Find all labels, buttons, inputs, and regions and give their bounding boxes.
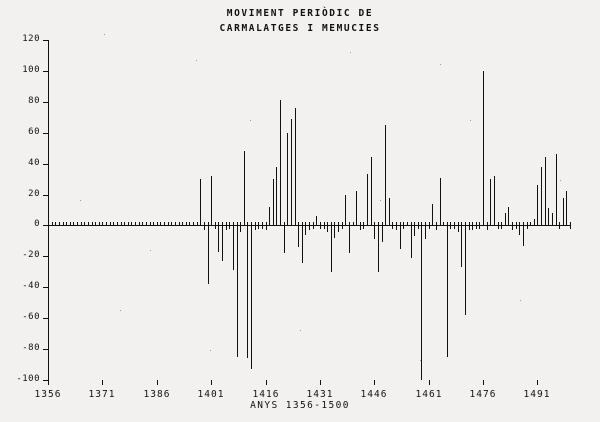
year-hatch bbox=[66, 222, 67, 226]
year-hatch bbox=[139, 222, 140, 226]
bar bbox=[411, 225, 412, 257]
chart-subtitle: CARMALATGES I MEMUCIES bbox=[219, 23, 381, 34]
bar bbox=[363, 225, 364, 228]
bar bbox=[523, 225, 524, 245]
bar bbox=[233, 225, 234, 270]
y-tick bbox=[43, 40, 48, 41]
y-tick bbox=[43, 71, 48, 72]
x-tick bbox=[320, 380, 321, 385]
y-tick-label: -20 bbox=[22, 250, 40, 260]
bar bbox=[432, 204, 433, 226]
bar bbox=[280, 100, 281, 225]
scan-speckle bbox=[196, 60, 197, 61]
scan-speckle bbox=[380, 200, 381, 201]
bar bbox=[461, 225, 462, 267]
bar bbox=[298, 225, 299, 247]
bar bbox=[407, 222, 408, 225]
x-tick-label: 1491 bbox=[523, 389, 551, 400]
bar bbox=[287, 133, 288, 226]
scan-speckle bbox=[250, 120, 251, 121]
bar bbox=[476, 225, 477, 228]
bar bbox=[487, 225, 488, 230]
year-hatch bbox=[110, 222, 111, 226]
bar bbox=[360, 225, 361, 230]
year-hatch bbox=[73, 222, 74, 226]
year-hatch bbox=[121, 222, 122, 226]
year-hatch bbox=[179, 222, 180, 226]
bar bbox=[291, 119, 292, 226]
scan-speckle bbox=[120, 310, 121, 311]
y-tick bbox=[43, 133, 48, 134]
bar bbox=[371, 157, 372, 225]
y-tick-label: 60 bbox=[28, 127, 40, 137]
y-tick bbox=[43, 195, 48, 196]
bar bbox=[226, 225, 227, 230]
bar bbox=[508, 207, 509, 226]
y-tick-label: -100 bbox=[16, 374, 40, 384]
year-hatch bbox=[70, 222, 71, 226]
bar bbox=[342, 225, 343, 228]
bar bbox=[559, 225, 560, 228]
x-tick-label: 1431 bbox=[306, 389, 334, 400]
bar bbox=[262, 225, 263, 228]
bar bbox=[389, 198, 390, 226]
plot-area bbox=[48, 40, 570, 380]
bar bbox=[334, 225, 335, 237]
bar bbox=[483, 71, 484, 226]
bar bbox=[237, 225, 238, 356]
x-tick-label: 1356 bbox=[34, 389, 62, 400]
bar bbox=[295, 108, 296, 225]
bar bbox=[222, 225, 223, 261]
bar bbox=[403, 225, 404, 228]
bar bbox=[548, 208, 549, 225]
year-hatch bbox=[95, 222, 96, 226]
year-hatch bbox=[92, 222, 93, 226]
scan-speckle bbox=[470, 120, 471, 121]
bar bbox=[494, 176, 495, 225]
bar bbox=[530, 222, 531, 225]
bar bbox=[527, 225, 528, 228]
bar bbox=[443, 222, 444, 225]
year-hatch bbox=[142, 222, 143, 226]
year-hatch bbox=[175, 222, 176, 226]
year-hatch bbox=[171, 222, 172, 226]
bar bbox=[458, 225, 459, 231]
year-hatch bbox=[63, 222, 64, 226]
bar bbox=[498, 225, 499, 228]
bar bbox=[251, 225, 252, 369]
bar bbox=[505, 213, 506, 225]
bar bbox=[537, 185, 538, 225]
bar bbox=[324, 225, 325, 228]
year-hatch bbox=[186, 222, 187, 226]
y-tick bbox=[43, 256, 48, 257]
year-hatch bbox=[102, 222, 103, 226]
bar bbox=[258, 225, 259, 228]
bar bbox=[516, 225, 517, 228]
year-hatch bbox=[117, 222, 118, 226]
x-tick-label: 1446 bbox=[360, 389, 388, 400]
x-tick bbox=[157, 380, 158, 385]
bar bbox=[400, 225, 401, 248]
x-tick bbox=[48, 380, 49, 385]
year-hatch bbox=[197, 222, 198, 226]
bar bbox=[563, 198, 564, 226]
y-tick-label: 40 bbox=[28, 158, 40, 168]
bar bbox=[454, 225, 455, 228]
year-hatch bbox=[160, 222, 161, 226]
bar bbox=[450, 225, 451, 228]
bar bbox=[566, 191, 567, 225]
bar bbox=[266, 225, 267, 230]
bar bbox=[479, 225, 480, 228]
bar bbox=[353, 222, 354, 225]
x-tick-label: 1461 bbox=[415, 389, 443, 400]
year-hatch bbox=[182, 222, 183, 226]
bar bbox=[247, 225, 248, 358]
bar bbox=[418, 225, 419, 228]
y-tick bbox=[43, 349, 48, 350]
y-tick-label: -80 bbox=[22, 343, 40, 353]
bar bbox=[421, 225, 422, 380]
bar bbox=[465, 225, 466, 315]
bar bbox=[490, 179, 491, 225]
bar bbox=[338, 225, 339, 231]
x-tick-label: 1371 bbox=[88, 389, 116, 400]
scan-speckle bbox=[104, 34, 105, 35]
bar bbox=[345, 195, 346, 226]
bar bbox=[414, 225, 415, 236]
year-hatch bbox=[48, 222, 49, 226]
bar bbox=[313, 225, 314, 228]
y-tick-label: 20 bbox=[28, 189, 40, 199]
bar bbox=[200, 179, 201, 225]
scan-speckle bbox=[350, 52, 351, 53]
bar bbox=[378, 225, 379, 271]
bar bbox=[534, 219, 535, 225]
year-hatch bbox=[81, 222, 82, 226]
bar bbox=[385, 125, 386, 225]
bar bbox=[501, 225, 502, 228]
bar bbox=[382, 225, 383, 242]
year-hatch bbox=[189, 222, 190, 226]
scan-speckle bbox=[150, 250, 151, 251]
bar bbox=[519, 225, 520, 234]
year-hatch bbox=[55, 222, 56, 226]
x-tick bbox=[102, 380, 103, 385]
year-hatch bbox=[88, 222, 89, 226]
year-hatch bbox=[77, 222, 78, 226]
scan-speckle bbox=[520, 300, 521, 301]
scan-speckle bbox=[560, 180, 561, 181]
y-tick bbox=[43, 102, 48, 103]
bar bbox=[240, 225, 241, 231]
bar bbox=[331, 225, 332, 271]
year-hatch bbox=[164, 222, 165, 226]
y-tick bbox=[43, 318, 48, 319]
year-hatch bbox=[113, 222, 114, 226]
y-tick-label: 100 bbox=[22, 65, 40, 75]
bar bbox=[273, 179, 274, 225]
bar bbox=[374, 225, 375, 239]
year-hatch bbox=[124, 222, 125, 226]
scan-speckle bbox=[300, 330, 301, 331]
bar bbox=[284, 225, 285, 253]
bar bbox=[469, 225, 470, 230]
x-tick-label: 1386 bbox=[143, 389, 171, 400]
year-hatch bbox=[106, 222, 107, 226]
bar bbox=[349, 225, 350, 253]
x-tick bbox=[266, 380, 267, 385]
bar bbox=[320, 225, 321, 228]
year-hatch bbox=[128, 222, 129, 226]
bar bbox=[229, 225, 230, 228]
year-hatch bbox=[99, 222, 100, 226]
x-axis-label: ANYS 1356-1500 bbox=[250, 400, 350, 411]
y-tick-label: 120 bbox=[22, 34, 40, 44]
x-tick bbox=[374, 380, 375, 385]
bar bbox=[552, 213, 553, 225]
year-hatch bbox=[153, 222, 154, 226]
bar bbox=[472, 225, 473, 230]
scan-speckle bbox=[420, 360, 421, 361]
bar bbox=[541, 167, 542, 226]
year-hatch bbox=[84, 222, 85, 226]
year-hatch bbox=[168, 222, 169, 226]
bar bbox=[305, 225, 306, 234]
y-tick-label: 0 bbox=[34, 219, 40, 229]
bar bbox=[276, 167, 277, 226]
bar bbox=[208, 225, 209, 284]
bar bbox=[327, 225, 328, 231]
bar bbox=[436, 225, 437, 230]
x-tick bbox=[429, 380, 430, 385]
bar bbox=[570, 225, 571, 228]
x-tick bbox=[537, 380, 538, 385]
scan-speckle bbox=[440, 64, 441, 65]
year-hatch bbox=[157, 222, 158, 226]
bar bbox=[211, 176, 212, 225]
y-tick-label: -60 bbox=[22, 312, 40, 322]
bar bbox=[429, 225, 430, 228]
x-tick-label: 1401 bbox=[197, 389, 225, 400]
bar bbox=[556, 154, 557, 225]
bar bbox=[447, 225, 448, 356]
year-hatch bbox=[59, 222, 60, 226]
bar bbox=[356, 191, 357, 225]
bar bbox=[392, 225, 393, 228]
bar bbox=[215, 225, 216, 228]
chart-title: MOVIMENT PERIÒDIC DE bbox=[226, 8, 374, 19]
bar bbox=[244, 151, 245, 225]
x-tick-label: 1476 bbox=[469, 389, 497, 400]
bar bbox=[425, 225, 426, 239]
year-hatch bbox=[193, 222, 194, 226]
bar bbox=[367, 174, 368, 225]
scan-speckle bbox=[80, 200, 81, 201]
year-hatch bbox=[150, 222, 151, 226]
bar bbox=[316, 216, 317, 225]
y-tick bbox=[43, 164, 48, 165]
bar bbox=[440, 178, 441, 226]
bar bbox=[302, 225, 303, 262]
year-hatch bbox=[146, 222, 147, 226]
year-hatch bbox=[131, 222, 132, 226]
bar bbox=[269, 207, 270, 226]
y-tick-label: -40 bbox=[22, 281, 40, 291]
bar bbox=[545, 157, 546, 225]
bar bbox=[204, 225, 205, 230]
y-tick-label: 80 bbox=[28, 96, 40, 106]
bar bbox=[309, 225, 310, 230]
y-tick bbox=[43, 287, 48, 288]
x-tick bbox=[483, 380, 484, 385]
bar bbox=[218, 225, 219, 251]
x-tick bbox=[211, 380, 212, 385]
bar bbox=[396, 225, 397, 230]
bar bbox=[512, 225, 513, 230]
scan-speckle bbox=[210, 350, 211, 351]
x-tick-label: 1416 bbox=[252, 389, 280, 400]
year-hatch bbox=[52, 222, 53, 226]
bar bbox=[255, 225, 256, 230]
year-hatch bbox=[135, 222, 136, 226]
